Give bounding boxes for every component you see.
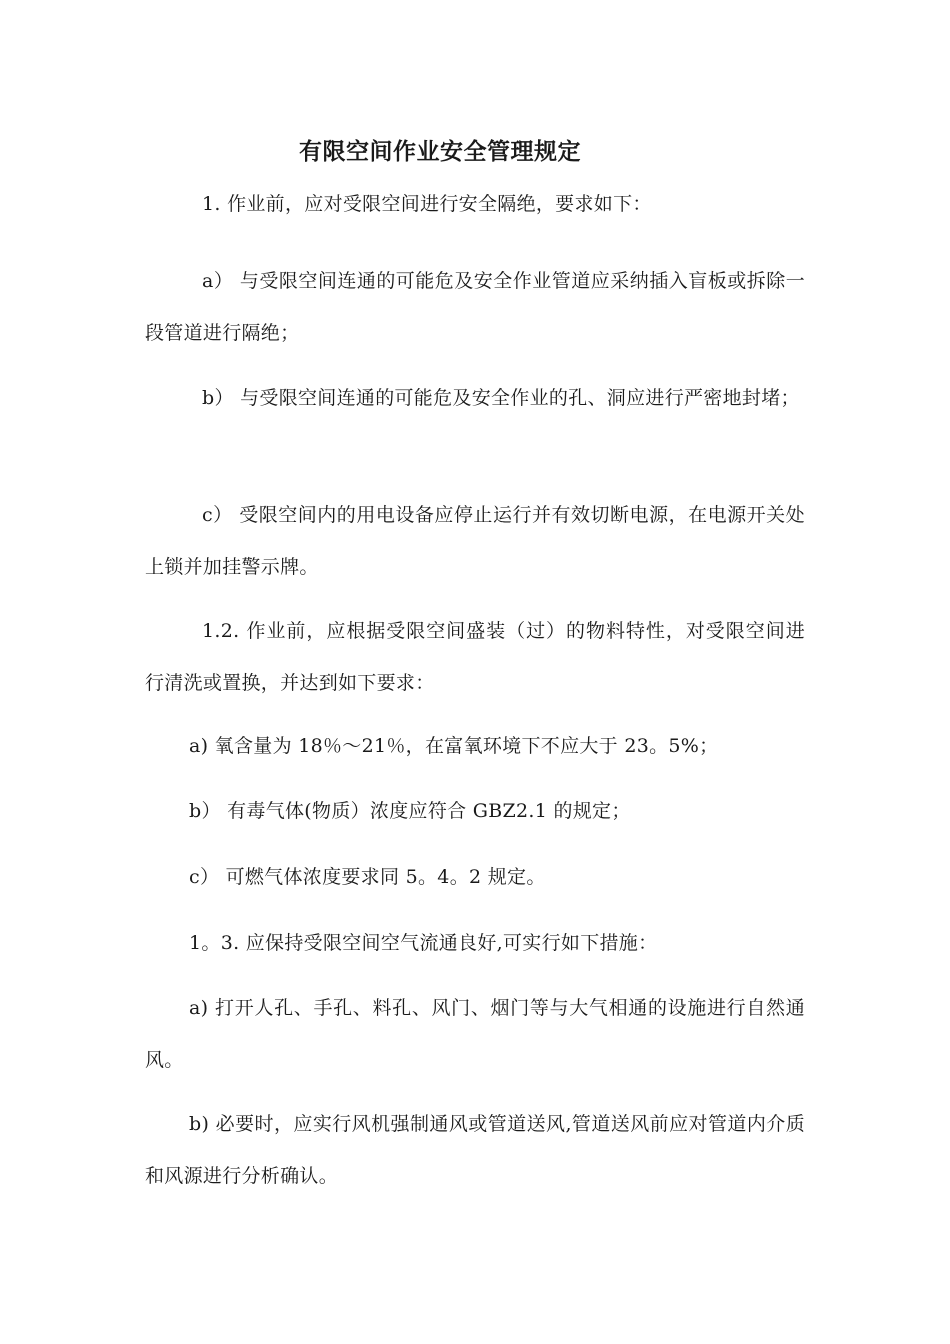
paragraph-1b: b） 与受限空间连通的可能危及安全作业的孔、洞应进行严密地封堵； [202, 387, 800, 409]
paragraph-1-3a: a) 打开人孔、手孔、料孔、风门、烟门等与大气相通的设施进行自然通风。 [145, 997, 805, 1071]
paragraph-1-2a: a) 氧含量为 18％～21％，在富氧环境下不应大于 23。5%； [189, 735, 719, 757]
paragraph-1-2c: c） 可燃气体浓度要求同 5。4。2 规定。 [189, 866, 546, 888]
paragraph-1-2: 1.2. 作业前，应根据受限空间盛装（过）的物料特性，对受限空间进行清洗或置换，并达到如下要求： [145, 620, 805, 694]
paragraph-1a: a） 与受限空间连通的可能危及安全作业管道应采纳插入盲板或拆除一段管道进行隔绝； [145, 270, 805, 344]
paragraph-1-3: 1。3. 应保持受限空间空气流通良好,可实行如下措施： [189, 932, 658, 954]
document-title: 有限空间作业安全管理规定 [299, 139, 581, 165]
paragraph-1: 1. 作业前，应对受限空间进行安全隔绝，要求如下： [202, 193, 652, 215]
paragraph-1-3b: b) 必要时，应实行风机强制通风或管道送风,管道送风前应对管道内介质和风源进行分析确认。 [145, 1113, 805, 1187]
paragraph-1-2b: b） 有毒气体(物质）浓度应符合 GBZ2.1 的规定； [189, 800, 631, 822]
paragraph-1c: c） 受限空间内的用电设备应停止运行并有效切断电源，在电源开关处上锁并加挂警示牌。 [145, 504, 805, 578]
